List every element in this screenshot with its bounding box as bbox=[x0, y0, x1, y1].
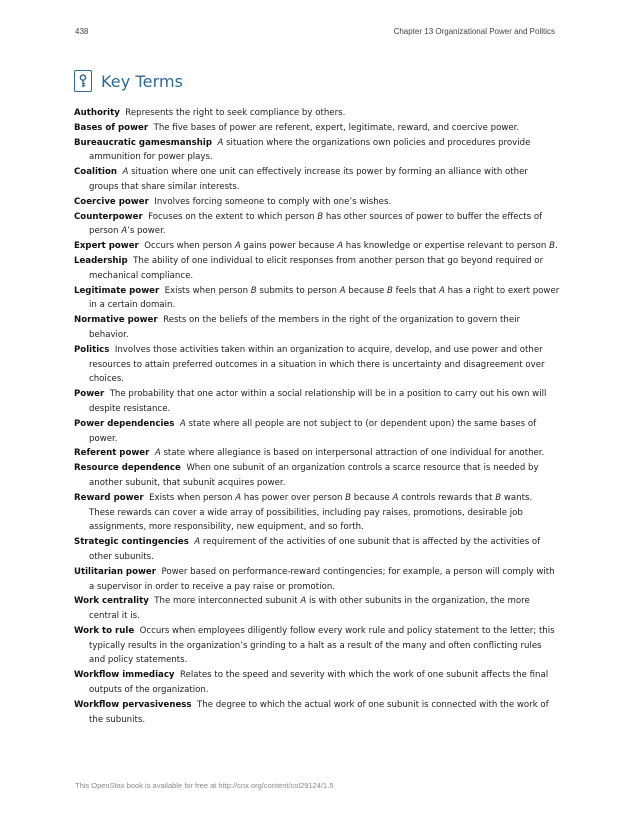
term-name: Power bbox=[74, 389, 105, 400]
glossary-entry bbox=[74, 136, 560, 166]
term-name: Work centrality bbox=[74, 596, 149, 607]
glossary-entry bbox=[74, 387, 560, 417]
glossary-entry bbox=[74, 594, 560, 624]
term-name: Expert power bbox=[74, 241, 139, 252]
glossary-entry bbox=[74, 491, 560, 535]
term-name: Work to rule bbox=[74, 625, 135, 636]
term-definition: Exists when person A has power over person B because A controls rewards that B wants. These rewards can cover a wide array of possibilities, including pay raises, promotions, desirable job assignments, more responsibility, new equipment, and so forth. bbox=[89, 492, 533, 533]
page-number: 438 bbox=[75, 27, 89, 36]
glossary-entry bbox=[74, 121, 560, 136]
glossary-entry bbox=[74, 313, 560, 343]
glossary-entry bbox=[74, 668, 560, 698]
term-name: Workflow immediacy bbox=[74, 670, 175, 681]
term-name: Strategic contingencies bbox=[74, 537, 189, 548]
term-definition: Rests on the beliefs of the members in the right of the organization to govern their behavior. bbox=[89, 315, 521, 340]
glossary-entry bbox=[74, 535, 560, 565]
page-footer: This OpenStax book is available for free at http://cnx.org/content/col29124/1.5 bbox=[75, 781, 334, 790]
chapter-title: Chapter 13 Organizational Power and Politics bbox=[393, 27, 555, 36]
term-definition: Power based on performance-reward contingencies; for example, a person will comply with a supervisor in order to receive a pay raise or promotion. bbox=[89, 566, 555, 592]
glossary-entry bbox=[74, 624, 560, 668]
glossary-entry bbox=[74, 446, 560, 461]
term-definition: A state where all people are not subject to (or dependent upon) the same bases of power. bbox=[89, 418, 537, 444]
term-name: Resource dependence bbox=[74, 463, 181, 474]
term-definition: The ability of one individual to elicit responses from another person that go beyond required or mechanical compliance. bbox=[89, 255, 544, 281]
glossary-entry bbox=[74, 239, 560, 254]
term-name: Workflow pervasiveness bbox=[74, 699, 192, 710]
section-title: Key Terms bbox=[101, 71, 184, 91]
term-definition: Exists when person B submits to person A because B feels that A has a right to exert power in a certain domain. bbox=[89, 285, 560, 311]
term-name: Coercive power bbox=[74, 196, 149, 207]
term-name: Power dependencies bbox=[74, 418, 175, 429]
term-name: Counterpower bbox=[74, 211, 143, 222]
term-definition: A situation where one unit can effectively increase its power by forming an alliance with other groups that share similar interests. bbox=[89, 167, 528, 192]
glossary-entry bbox=[74, 565, 560, 595]
term-definition: Occurs when employees diligently follow every work rule and policy statement to the letter; this typically results in the organization’s grinding to a halt as a result of the many and often conflicting rules and policy statements. bbox=[89, 625, 555, 666]
term-definition: Involves forcing someone to comply with one’s wishes. bbox=[154, 196, 392, 207]
glossary-entry bbox=[74, 210, 560, 240]
key-icon bbox=[74, 70, 92, 92]
glossary-entry bbox=[74, 195, 560, 210]
term-definition: Involves those activities taken within an organization to acquire, develop, and use power and other resources to attain preferred outcomes in a situation in which there is uncertainty and disagreement over choices. bbox=[89, 344, 545, 385]
glossary-entry bbox=[74, 343, 560, 387]
glossary-entry bbox=[74, 254, 560, 284]
term-definition: The five bases of power are referent, expert, legitimate, reward, and coercive power. bbox=[153, 122, 520, 133]
term-definition: When one subunit of an organization controls a scarce resource that is needed by another subunit, that subunit acquires power. bbox=[89, 463, 539, 488]
glossary-entry bbox=[74, 461, 560, 491]
glossary-entry bbox=[74, 417, 560, 447]
term-name: Coalition bbox=[74, 167, 117, 178]
term-name: Utilitarian power bbox=[74, 566, 156, 577]
glossary-entry bbox=[74, 165, 560, 195]
term-name: Leadership bbox=[74, 255, 128, 266]
glossary-entry bbox=[74, 284, 560, 314]
term-name: Authority bbox=[74, 108, 120, 118]
term-definition: Focuses on the extent to which person B has other sources of power to buffer the effects of person A’s power. bbox=[89, 211, 543, 237]
term-definition: The more interconnected subunit A is with other subunits in the organization, the more central it is. bbox=[89, 596, 530, 622]
term-name: Legitimate power bbox=[74, 285, 160, 296]
glossary-entry bbox=[74, 106, 560, 121]
term-name: Politics bbox=[74, 344, 110, 355]
term-name: Bureaucratic gamesmanship bbox=[74, 137, 212, 148]
term-definition: The degree to which the actual work of one subunit is connected with the work of the subunits. bbox=[89, 699, 549, 725]
term-definition: A state where allegiance is based on interpersonal attraction of one individual for another. bbox=[154, 448, 545, 459]
term-name: Normative power bbox=[74, 315, 158, 326]
term-name: Referent power bbox=[74, 448, 150, 459]
term-name: Reward power bbox=[74, 492, 144, 503]
term-definition: The probability that one actor within a social relationship will be in a position to carry out his own will despite resistance. bbox=[89, 389, 547, 414]
page-header bbox=[75, 27, 555, 39]
term-definition: Relates to the speed and severity with which the work of one subunit affects the final outputs of the organization. bbox=[89, 670, 549, 696]
glossary-entry bbox=[74, 698, 560, 728]
key-terms-list bbox=[74, 106, 560, 727]
term-name: Bases of power bbox=[74, 122, 149, 133]
key-terms-header bbox=[74, 70, 183, 92]
term-definition: Represents the right to seek compliance by others. bbox=[125, 108, 346, 118]
term-definition: A requirement of the activities of one subunit that is affected by the activities of other subunits. bbox=[89, 537, 541, 562]
term-definition: Occurs when person A gains power because A has knowledge or expertise relevant to person B. bbox=[144, 241, 558, 252]
term-definition: A situation where the organizations own policies and procedures provide ammunition for power plays. bbox=[89, 137, 531, 163]
